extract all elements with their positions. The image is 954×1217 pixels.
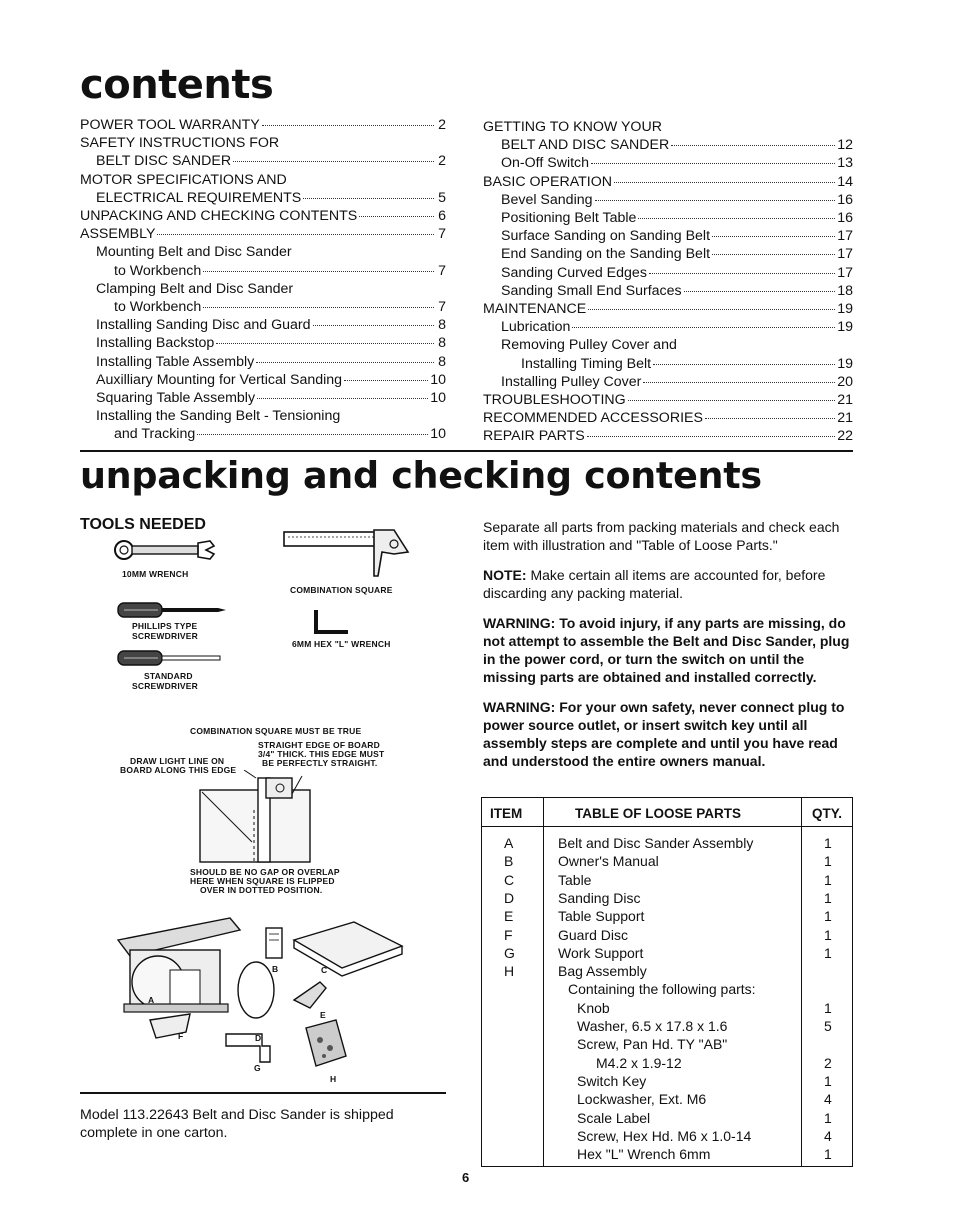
table-cell-description: Scale Label <box>577 1109 651 1126</box>
table-cell-description: Table Support <box>558 908 645 925</box>
toc-leader-dots <box>705 418 835 419</box>
toc-entry <box>483 318 853 336</box>
toc-entry <box>80 407 446 425</box>
toc-leader-dots <box>359 216 434 217</box>
table-cell-description: Washer, 6.5 x 17.8 x 1.6 <box>577 1018 728 1034</box>
toc-entry-page: 5 <box>438 189 446 206</box>
toc-entry-page: 2 <box>438 153 446 170</box>
toc-entry-title: Clamping Belt and Disc Sander <box>96 280 294 297</box>
toc-entry-page: 10 <box>430 426 446 443</box>
toc-entry-page: 19 <box>837 355 853 372</box>
toc-entry-page: 7 <box>438 299 446 316</box>
toc-entry <box>80 262 446 280</box>
toc-leader-dots <box>197 434 428 435</box>
loose-parts-illustration <box>110 900 410 1075</box>
table-cell-description: Table <box>558 871 592 888</box>
toc-entry <box>80 171 446 189</box>
toc-entry <box>483 391 853 409</box>
toc-entry-title: Auxilliary Mounting for Vertical Sanding <box>96 371 343 388</box>
toc-entry <box>80 225 446 243</box>
toc-entry-title: BELT DISC SANDER <box>96 153 232 170</box>
draw-line-caption-2: BOARD ALONG THIS EDGE <box>120 765 237 775</box>
table-cell-description: Screw, Pan Hd. TY "AB" <box>577 1036 728 1053</box>
table-cell-qty: 4 <box>824 1091 832 1108</box>
toc-entry <box>483 355 853 373</box>
toc-entry-title: Bevel Sanding <box>501 191 593 208</box>
toc-entry <box>80 189 446 207</box>
toc-leader-dots <box>203 271 434 272</box>
toc-entry <box>483 154 853 172</box>
toc-entry-page: 12 <box>837 137 853 154</box>
page-number: 6 <box>462 1170 470 1185</box>
table-cell-description: M4.2 x 1.9-12 <box>596 1054 682 1071</box>
note-paragraph <box>483 566 855 602</box>
toc-leader-dots <box>587 436 836 437</box>
toc-entry <box>483 118 853 136</box>
phillips-screwdriver-icon <box>116 600 228 620</box>
combination-square-icon <box>282 528 412 580</box>
toc-entry-title: MOTOR SPECIFICATIONS AND <box>80 171 287 188</box>
toc-entry <box>483 245 853 263</box>
table-cell-description: Hex "L" Wrench 6mm <box>577 1146 711 1163</box>
toc-leader-dots <box>712 236 835 237</box>
toc-leader-dots <box>203 307 434 308</box>
part-letter-a: A <box>148 995 155 1005</box>
combination-square-label: COMBINATION SQUARE <box>290 585 393 595</box>
toc-entry <box>80 207 446 225</box>
toc-entry-title: BASIC OPERATION <box>483 173 613 190</box>
toc-leader-dots <box>572 327 835 328</box>
table-support-icon <box>294 982 326 1008</box>
table-cell-item: F <box>504 926 513 943</box>
table-header-title: TABLE OF LOOSE PARTS <box>575 806 742 821</box>
toc-entry-title: REPAIR PARTS <box>483 428 585 445</box>
bag-assembly-icon <box>306 1020 346 1066</box>
toc-entry <box>80 389 446 407</box>
straight-edge-caption-2: 3/4" THICK. THIS EDGE MUST <box>258 749 385 759</box>
toc-leader-dots <box>257 398 428 399</box>
toc-leader-dots <box>262 125 434 126</box>
toc-entry <box>483 209 853 227</box>
toc-entry-title: End Sanding on the Sanding Belt <box>501 246 711 263</box>
table-cell-qty: 1 <box>824 835 832 851</box>
toc-entry-title: POWER TOOL WARRANTY <box>80 117 260 133</box>
straight-edge-caption-1: STRAIGHT EDGE OF BOARD <box>258 740 380 750</box>
part-letter-c: C <box>321 965 328 975</box>
toc-entry-page: 13 <box>837 155 853 172</box>
toc-entry-title: Removing Pulley Cover and <box>501 337 677 354</box>
toc-entry-title: Installing Timing Belt <box>521 355 652 372</box>
toc-leader-dots <box>671 145 835 146</box>
toc-entry-title: to Workbench <box>114 262 202 279</box>
toc-entry-title: Installing Table Assembly <box>96 353 255 370</box>
standard-label-2: SCREWDRIVER <box>132 681 198 691</box>
toc-entry-title: Surface Sanding on Sanding Belt <box>501 228 711 245</box>
toc-entry-title: Positioning Belt Table <box>501 210 637 227</box>
toc-entry-page: 22 <box>837 428 853 445</box>
sanding-disc-icon <box>238 962 274 1018</box>
table-cell-qty: 1 <box>824 889 832 906</box>
toc-entry <box>80 116 446 134</box>
toc-leader-dots <box>216 343 434 344</box>
intro-paragraph: Separate all parts from packing materials and check each item with illustration and "Table of Loose Parts." <box>483 519 840 553</box>
toc-entry-title: Mounting Belt and Disc Sander <box>96 244 292 261</box>
note-label: NOTE: <box>483 567 527 583</box>
table-cell-qty: 1 <box>824 944 832 961</box>
table-cell-qty: 1 <box>824 926 832 943</box>
toc-entry-page: 8 <box>438 317 446 334</box>
toc-entry-page: 14 <box>837 173 853 190</box>
wrench-icon <box>110 536 220 568</box>
toc-entry-title: Lubrication <box>501 319 571 336</box>
toc-entry-title: TROUBLESHOOTING <box>483 392 626 409</box>
toc-entry-page: 20 <box>837 373 853 390</box>
part-letter-g: G <box>254 1063 261 1073</box>
toc-leader-dots <box>588 309 835 310</box>
straight-edge-caption-3: BE PERFECTLY STRAIGHT. <box>262 758 378 768</box>
toc-entry-page: 8 <box>438 353 446 370</box>
toc-entry-page: 16 <box>837 191 853 208</box>
toc-entry <box>80 425 446 443</box>
table-cell-qty: 1 <box>824 1146 832 1163</box>
toc-entry-page: 18 <box>837 282 853 299</box>
toc-entry <box>483 191 853 209</box>
toc-leader-dots <box>653 364 835 365</box>
toc-leader-dots <box>313 325 434 326</box>
hex-wrench-label: 6MM HEX "L" WRENCH <box>292 639 391 649</box>
toc-entry-page: 19 <box>837 319 853 336</box>
guard-disc-icon <box>150 1014 190 1038</box>
toc-entry-page: 10 <box>430 371 446 388</box>
toc-entry <box>80 353 446 371</box>
table-cell-description: Sanding Disc <box>558 889 641 906</box>
table-cell-qty: 1 <box>824 871 832 888</box>
warning-missing-parts: WARNING: To avoid injury, if any parts are missing, do not attempt to assemble the Belt and Disc Sander, plug in the power cord, or turn the switch on until the missing parts are obtained and installed correctly. <box>483 615 850 685</box>
table-cell-item: G <box>504 944 515 961</box>
loose-parts-table <box>481 797 853 1167</box>
no-gap-caption-1: SHOULD BE NO GAP OR OVERLAP <box>190 867 340 877</box>
work-support-icon <box>226 1034 270 1062</box>
part-letter-h: H <box>330 1074 337 1084</box>
toc-entry <box>80 316 446 334</box>
toc-entry <box>483 282 853 300</box>
toc-entry <box>80 280 446 298</box>
table-cell-item: D <box>504 889 515 906</box>
table-cell-item: H <box>504 963 515 980</box>
table-cell-description: Bag Assembly <box>558 963 647 980</box>
table-cell-qty: 1 <box>824 908 832 925</box>
toc-entry-page: 10 <box>430 390 446 407</box>
toc-leader-dots <box>684 291 836 292</box>
table-cell-qty: 1 <box>824 1072 832 1089</box>
toc-entry <box>80 134 446 152</box>
part-letter-e: E <box>320 1010 326 1020</box>
toc-entry <box>483 409 853 427</box>
standard-label-1: STANDARD <box>144 671 193 681</box>
toc-entry-title: ELECTRICAL REQUIREMENTS <box>96 189 302 206</box>
toc-left-column <box>80 116 446 444</box>
section-divider <box>80 450 853 452</box>
toc-entry <box>483 227 853 245</box>
table-cell-description: Containing the following parts: <box>568 981 756 998</box>
table-cell-description: Belt and Disc Sander Assembly <box>558 835 754 851</box>
part-letter-b: B <box>272 964 279 974</box>
table-header-qty: QTY. <box>812 806 843 821</box>
table-cell-item: C <box>504 871 515 888</box>
square-check-diagram <box>196 770 320 866</box>
table-cell-qty: 1 <box>824 1109 832 1126</box>
toc-entry <box>80 334 446 352</box>
table-cell-item: E <box>504 908 514 925</box>
toc-entry-page: 21 <box>837 392 853 409</box>
toc-entry <box>483 300 853 318</box>
toc-entry <box>80 371 446 389</box>
hex-l-wrench-icon <box>312 608 352 638</box>
toc-entry-title: Installing the Sanding Belt - Tensioning <box>96 408 341 425</box>
toc-entry-title: Sanding Small End Surfaces <box>501 282 682 299</box>
toc-entry-page: 7 <box>438 226 446 243</box>
wrench-label: 10MM WRENCH <box>122 569 189 579</box>
toc-entry-page: 17 <box>837 264 853 281</box>
toc-right-column <box>483 118 853 446</box>
illustration-divider <box>80 1092 446 1094</box>
toc-leader-dots <box>344 380 428 381</box>
table-cell-description: Guard Disc <box>558 926 629 943</box>
toc-entry-page: 19 <box>837 301 853 318</box>
toc-entry-page: 8 <box>438 335 446 352</box>
toc-leader-dots <box>638 218 835 219</box>
toc-entry-title: to Workbench <box>114 299 202 316</box>
note-text: Make certain all items are accounted for, before discarding any packing material. <box>483 567 826 601</box>
toc-entry-title: GETTING TO KNOW YOUR <box>483 119 662 135</box>
toc-entry <box>483 427 853 445</box>
toc-entry-page: 21 <box>837 410 853 427</box>
toc-entry-page: 7 <box>438 262 446 279</box>
toc-entry-title: SAFETY INSTRUCTIONS FOR <box>80 135 280 152</box>
table-icon <box>294 922 402 968</box>
table-cell-qty: 1 <box>824 999 832 1016</box>
tools-needed-heading: TOOLS NEEDED <box>80 516 206 533</box>
toc-entry <box>483 136 853 154</box>
toc-leader-dots <box>157 234 434 235</box>
phillips-label-2: SCREWDRIVER <box>132 631 198 641</box>
toc-entry <box>483 373 853 391</box>
table-cell-qty: 4 <box>824 1127 832 1144</box>
toc-entry-title: Sanding Curved Edges <box>501 264 647 281</box>
toc-entry-title: Installing Backstop <box>96 335 215 352</box>
warning-safety: WARNING: For your own safety, never connect plug to power source outlet, or insert switch key until all assembly steps are complete and until you have read and understood the entire owners manual. <box>483 699 845 769</box>
unpacking-heading: unpacking and checking contents <box>80 454 762 497</box>
no-gap-caption-2: HERE WHEN SQUARE IS FLIPPED <box>190 876 335 886</box>
toc-leader-dots <box>591 163 835 164</box>
toc-entry-page: 6 <box>438 208 446 225</box>
table-cell-item: A <box>504 835 514 851</box>
square-true-caption: COMBINATION SQUARE MUST BE TRUE <box>190 726 362 736</box>
table-cell-description: Owner's Manual <box>558 853 659 870</box>
toc-entry <box>80 152 446 170</box>
toc-entry-page: 17 <box>837 228 853 245</box>
toc-entry-title: MAINTENANCE <box>483 301 587 318</box>
toc-entry-page: 17 <box>837 246 853 263</box>
toc-entry-title: On-Off Switch <box>501 155 590 172</box>
table-cell-description: Screw, Hex Hd. M6 x 1.0-14 <box>577 1127 752 1144</box>
table-cell-qty: 5 <box>824 1018 832 1034</box>
table-header-item: ITEM <box>490 806 523 821</box>
toc-leader-dots <box>614 182 835 183</box>
toc-leader-dots <box>649 273 835 274</box>
table-cell-description: Switch Key <box>577 1072 647 1089</box>
phillips-label-1: PHILLIPS TYPE <box>132 621 198 631</box>
toc-entry-title: and Tracking <box>114 426 196 443</box>
toc-leader-dots <box>628 400 836 401</box>
part-letter-f: F <box>178 1031 184 1041</box>
model-shipping-note: Model 113.22643 Belt and Disc Sander is shipped complete in one carton. <box>80 1107 394 1141</box>
toc-leader-dots <box>643 382 835 383</box>
toc-entry <box>80 298 446 316</box>
table-cell-description: Work Support <box>558 944 644 961</box>
toc-entry-title: ASSEMBLY <box>80 226 156 243</box>
table-cell-description: Knob <box>577 999 610 1016</box>
toc-entry-title: Installing Pulley Cover <box>501 373 642 390</box>
table-cell-description: Lockwasher, Ext. M6 <box>577 1091 707 1108</box>
toc-entry-title: Squaring Table Assembly <box>96 390 256 407</box>
draw-line-caption-1: DRAW LIGHT LINE ON <box>130 756 225 766</box>
no-gap-caption-3: OVER IN DOTTED POSITION. <box>200 885 323 895</box>
table-cell-qty: 2 <box>824 1054 832 1071</box>
toc-leader-dots <box>233 161 434 162</box>
owners-manual-icon <box>266 928 282 958</box>
toc-leader-dots <box>303 198 434 199</box>
toc-entry <box>483 336 853 354</box>
toc-entry-title: BELT AND DISC SANDER <box>501 137 670 154</box>
toc-leader-dots <box>256 362 434 363</box>
toc-leader-dots <box>595 200 836 201</box>
table-cell-qty: 1 <box>824 853 832 870</box>
part-letter-d: D <box>255 1033 262 1043</box>
toc-entry <box>483 264 853 282</box>
toc-entry <box>80 243 446 261</box>
table-cell-item: B <box>504 853 514 870</box>
toc-entry-title: Installing Sanding Disc and Guard <box>96 317 311 334</box>
toc-entry-page: 16 <box>837 210 853 227</box>
toc-entry-page: 2 <box>438 117 446 133</box>
toc-leader-dots <box>712 254 835 255</box>
toc-entry-title: RECOMMENDED ACCESSORIES <box>483 410 703 427</box>
toc-entry-title: UNPACKING AND CHECKING CONTENTS <box>80 208 358 225</box>
standard-screwdriver-icon <box>116 648 228 668</box>
toc-entry <box>483 173 853 191</box>
contents-heading: contents <box>80 62 274 108</box>
sander-assembly-icon <box>118 918 240 1012</box>
